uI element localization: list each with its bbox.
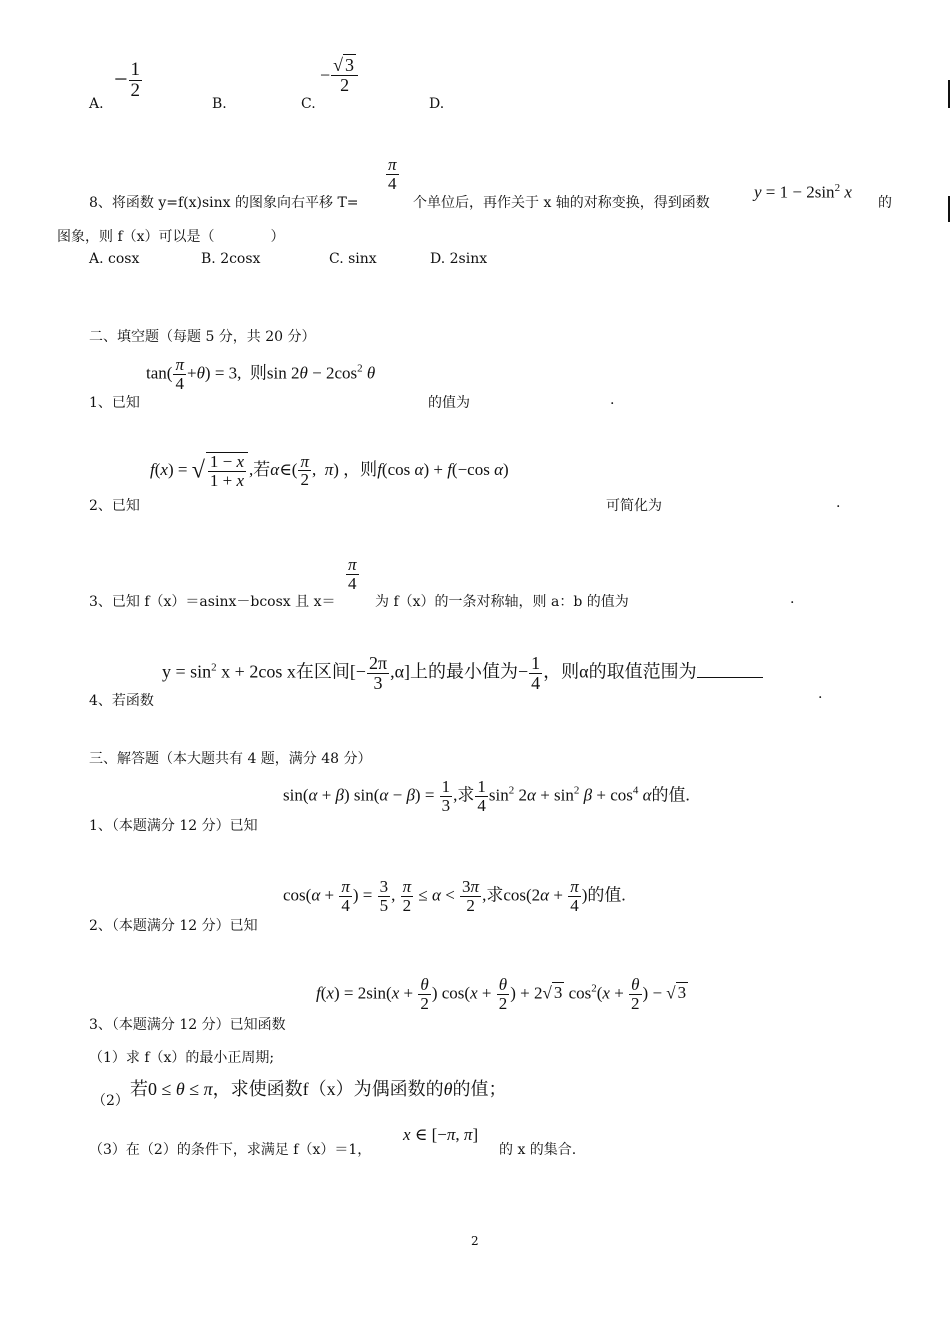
s2-q2-end: . <box>836 495 841 511</box>
s3-q3-part3-suffix: 的 x 的集合. <box>499 1142 577 1158</box>
s2-q3-end: . <box>790 591 795 607</box>
q8-text-start: 8、将函数 y=f(x)sinx 的图象向右平移 T= <box>89 195 359 211</box>
q8-t-value: $\frac{\pi}{4}$ <box>388 155 397 193</box>
q8-target-function: $y = 1 - 2\sin^2$ x <box>754 182 852 202</box>
q7-option-d-label: D. <box>429 96 445 112</box>
page-number: 2 <box>471 1234 479 1248</box>
s2-q2-prefix: 2、已知 <box>89 498 140 514</box>
s2-q4-end: . <box>818 686 823 702</box>
section2-title: 二、填空题（每题 5 分，共 20 分） <box>89 329 316 345</box>
s3-q2-prefix: 2、（本题满分 12 分）已知 <box>89 918 258 934</box>
s3-q3-math: f(x) = 2sin(x + $\frac{\theta}{2}$ ) cos(x + $\frac{\theta}{2}$ ) + 2√ 3 $\cos^2(x$ + $\frac{\theta}{2}$ ) − √ 3 <box>316 975 687 1013</box>
q7-option-c-label: C. <box>301 96 316 112</box>
s2-q1-suffix: 的值为 <box>428 395 470 411</box>
q8-option-d: D. 2sinx <box>430 251 488 267</box>
s3-q3-part3-math: x ∈ [−π, π] <box>403 1125 479 1144</box>
s3-q1-math: sin(α + β) sin(α − β) = $\frac{1}{3}$ ,求 $\frac{1}{4}$ $\sin^2 2\alpha + \sin^2 \beta + \cos^4 \alpha$的值. <box>283 777 690 815</box>
s2-q4-prefix: 4、若函数 <box>89 693 154 709</box>
s3-q3-part3-text: （3）在（2）的条件下，求满足 f（x）＝1， <box>89 1142 372 1158</box>
q8-text-end: 的 <box>878 195 892 211</box>
q7-option-b-label: B. <box>212 96 227 112</box>
s2-q1-math: tan( $\frac{\pi}{4}$ +θ) = 3, 则$\sin 2\theta - 2\cos^2$ θ <box>146 355 376 393</box>
q7-option-c-math: − $\frac{√ 3}{2}$ <box>320 56 359 95</box>
s2-q2-suffix: 可简化为 <box>606 498 662 514</box>
q8-option-a: A. cosx <box>89 251 140 267</box>
s2-q3-text: 3、已知 f（x）＝asinx－bcosx 且 x＝ <box>89 594 336 610</box>
s3-q3-part2-label: （2） <box>92 1093 129 1109</box>
q7-option-a-math: − $\frac{1}{2}$ <box>114 59 141 101</box>
s2-q4-math: $y = \sin^2 x + 2\cos$ x在区间[− $\frac{2\pi}{3}$ ,α]上的最小值为− $\frac{1}{4}$ ，则α的取值范围为 <box>162 654 763 693</box>
s2-q3-suffix: 为 f（x）的一条对称轴，则 a：b 的值为 <box>375 594 629 610</box>
s2-q3-math: $\frac{\pi}{4}$ <box>348 555 357 593</box>
q7-option-a-label: A. <box>89 96 104 112</box>
s3-q2-math: cos(α + $\frac{\pi}{4}$ ) = $\frac{3}{5}$ , $\frac{\pi}{2}$ ≤ α < $\frac{3\pi}{2}$ ,求cos(2α + $\frac{\pi}{4}$ )的值. <box>283 877 626 915</box>
s3-q3-part1: （1）求 f（x）的最小正周期; <box>89 1050 275 1066</box>
q8-option-b: B. 2cosx <box>201 251 261 267</box>
q8-line2: 图象，则 f（x）可以是（ ） <box>57 229 285 245</box>
s2-q1-prefix: 1、已知 <box>89 395 140 411</box>
s3-q1-prefix: 1、（本题满分 12 分）已知 <box>89 818 258 834</box>
q8-text-mid: 个单位后，再作关于 x 轴的对称变换，得到函数 <box>413 195 710 211</box>
s3-q3-part2-math: 若0 ≤ θ ≤ π，求使函数f（x）为偶函数的θ的值； <box>130 1079 507 1099</box>
s2-q2-math: f(x) = √ $\frac{1 - x}{1 + x}$ ,若α∈( $\frac{\pi}{2}$ , π) ，则f(cos α) + f(−cos α) <box>150 451 509 490</box>
section3-title: 三、解答题（本大题共有 4 题，满分 48 分） <box>89 751 372 767</box>
s3-q3-prefix: 3、（本题满分 12 分）已知函数 <box>89 1017 286 1033</box>
s2-q1-end: . <box>610 392 615 408</box>
q8-option-c: C. sinx <box>329 251 377 267</box>
